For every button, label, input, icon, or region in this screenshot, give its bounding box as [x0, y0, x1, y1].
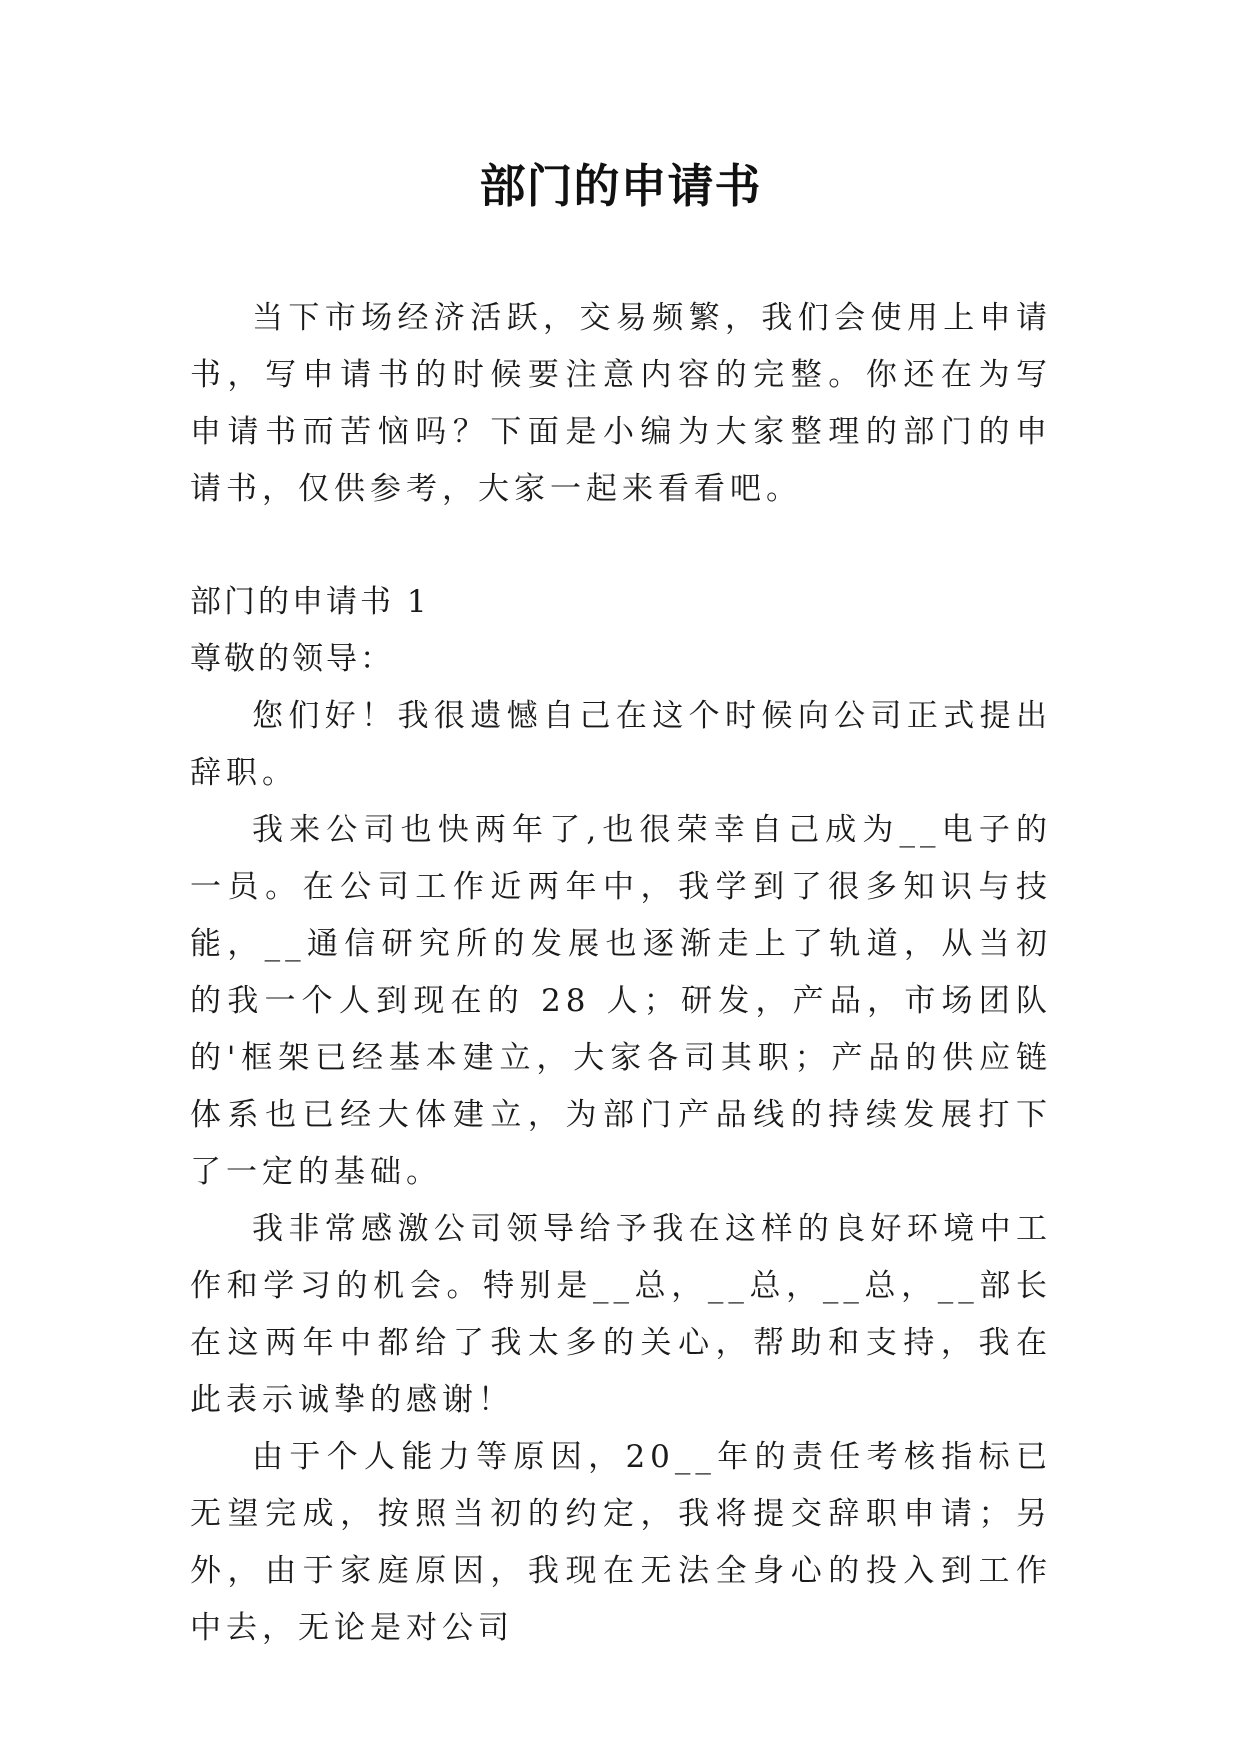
intro-paragraph: 当下市场经济活跃，交易频繁，我们会使用上申请书，写申请书的时候要注意内容的完整。你还在为写申请书而苦恼吗？下面是小编为大家整理的部门的申请书，仅供参考，大家一起来看看吧。: [190, 300, 1052, 507]
salutation: 尊敬的领导：: [190, 641, 394, 677]
body-paragraph: 我非常感激公司领导给予我在这样的良好环境中工作和学习的机会。特别是__总，__总，__总，__部长在这两年中都给了我太多的关心，帮助和支持，我在此表示诚挚的感谢！: [190, 1211, 1052, 1418]
body-paragraph: 我来公司也快两年了,也很荣幸自己成为__电子的一员。在公司工作近两年中，我学到了很多知识与技能，__通信研究所的发展也逐渐走上了轨道，从当初的我一个人到现在的 28 人；研发，产品，市场团队的'框架已经基本建立，大家各司其职；产品的供应链体系也已经大体建立，为部门产品线的持续发展打下了一定的基础。: [190, 812, 1052, 1190]
section-heading: 部门的申请书 1: [190, 584, 430, 620]
spacer: [190, 518, 1052, 574]
body-paragraph: 您们好！我很遗憾自己在这个时候向公司正式提出辞职。: [190, 698, 1052, 791]
document-body: [190, 290, 1052, 1657]
document-title: 部门的申请书: [479, 159, 762, 213]
body-paragraph: 由于个人能力等原因，20__年的责任考核指标已无望完成，按照当初的约定，我将提交辞职申请；另外，由于家庭原因，我现在无法全身心的投入到工作中去，无论是对公司: [190, 1439, 1052, 1646]
